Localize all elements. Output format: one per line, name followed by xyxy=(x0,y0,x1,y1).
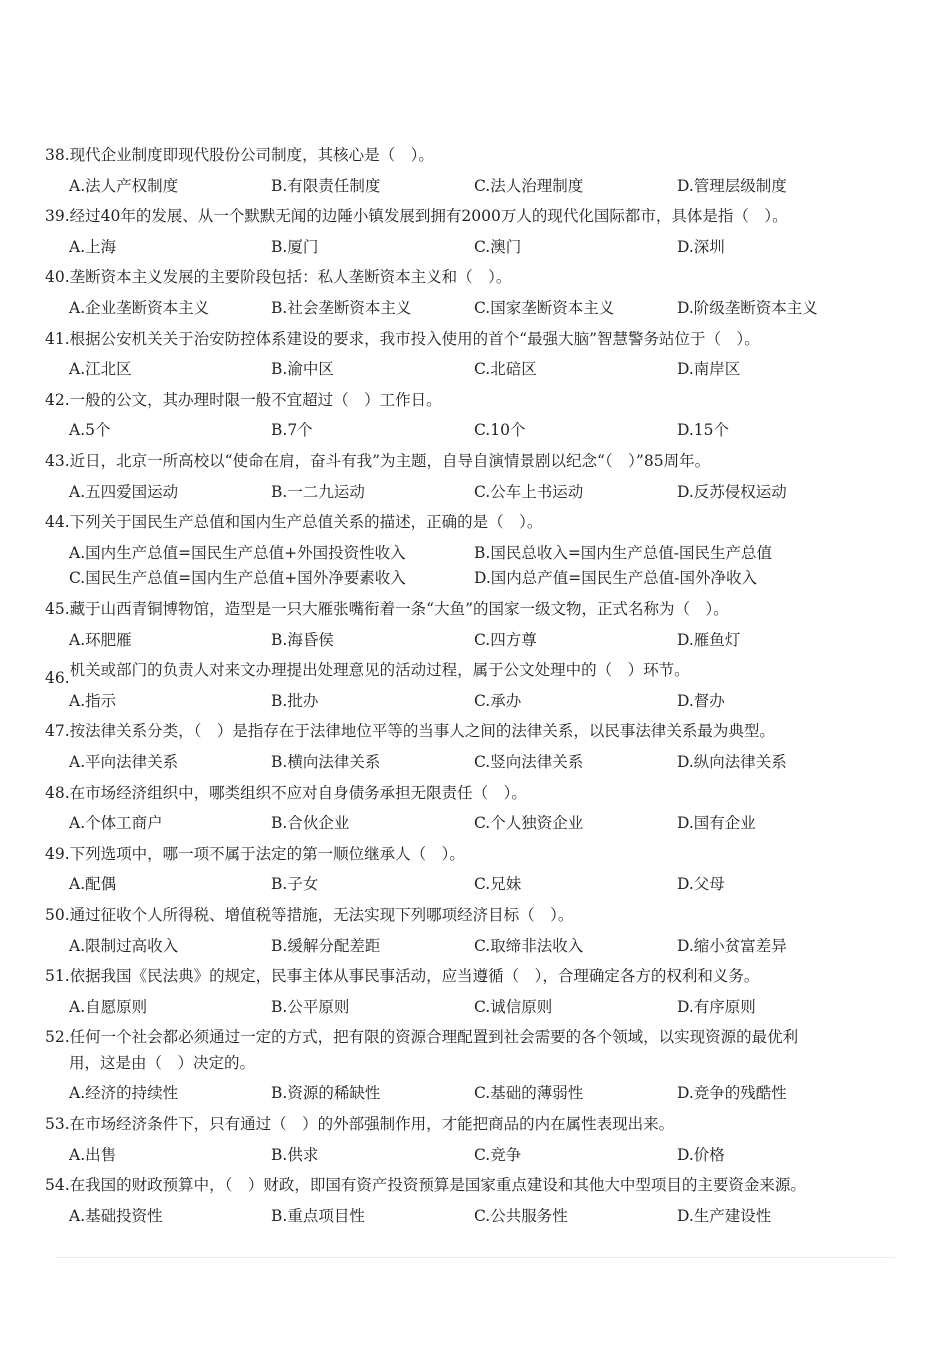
answer-option: A.5个 xyxy=(69,421,111,440)
question-text: 机关或部门的负责人对来文办理提出处理意见的活动过程，属于公文处理中的（ ）环节。 xyxy=(69,661,690,680)
question-stem xyxy=(45,512,542,532)
question-number: 38. xyxy=(45,146,70,164)
answer-option: A.基础投资性 xyxy=(69,1206,163,1225)
question-text-continued: 用，这是由（ ）决定的。 xyxy=(69,1053,256,1072)
answer-option: B.国民总收入=国内生产总值-国民生产总值 xyxy=(474,543,773,562)
answer-option: B.海昏侯 xyxy=(271,630,334,649)
question-text: 经过40年的发展、从一个默默无闻的边陲小镇发展到拥有2000万人的现代化国际都市，具体是指（ ）。 xyxy=(69,207,788,226)
answer-option: C.个人独资企业 xyxy=(474,814,584,833)
question-stem xyxy=(45,329,760,349)
answer-option: D.有序原则 xyxy=(677,997,756,1016)
question-number: 51. xyxy=(45,967,70,986)
question-number: 54. xyxy=(45,1176,70,1195)
page-divider xyxy=(55,1257,895,1258)
answer-option: A.个体工商户 xyxy=(69,814,163,833)
question-text: 任何一个社会都必须通过一定的方式，把有限的资源合理配置到社会需要的各个领域，以实现资源的最优利 xyxy=(69,1028,799,1047)
answer-option: D.纵向法律关系 xyxy=(677,752,787,771)
question-stem xyxy=(45,966,759,986)
question-number: 48. xyxy=(45,783,70,802)
question-stem xyxy=(45,660,690,688)
answer-option: C.竞争 xyxy=(474,1145,522,1164)
question-number: 47. xyxy=(45,722,70,741)
answer-option: A.企业垄断资本主义 xyxy=(69,299,210,317)
question-stem xyxy=(45,599,729,619)
answer-option: B.资源的稀缺性 xyxy=(271,1084,381,1103)
question-text: 藏于山西青铜博物馆，造型是一只大雁张嘴衔着一条“大鱼”的国家一级文物，正式名称为（ ）。 xyxy=(69,599,729,618)
answer-option: B.供求 xyxy=(271,1145,319,1164)
answer-option: C.四方尊 xyxy=(474,630,537,649)
question-number: 49. xyxy=(45,844,70,863)
answer-option: C.北碚区 xyxy=(474,360,537,379)
question-number: 42. xyxy=(45,390,70,409)
answer-option: A.平向法律关系 xyxy=(69,752,179,771)
question-number: 53. xyxy=(45,1115,70,1133)
question-text: 近日，北京一所高校以“使命在肩，奋斗有我”为主题，自导自演情景剧以纪念“（ ）”85周年。 xyxy=(69,452,711,470)
answer-option: D.国内总产值=国民生产总值-国外净收入 xyxy=(474,569,758,588)
question-text: 通过征收个人所得税、增值税等措施，无法实现下列哪项经济目标（ ）。 xyxy=(69,905,574,924)
answer-option: D.价格 xyxy=(677,1145,725,1164)
question-stem xyxy=(45,721,775,741)
answer-option: A.经济的持续性 xyxy=(69,1084,179,1103)
question-text: 下列关于国民生产总值和国内生产总值关系的描述，正确的是（ ）。 xyxy=(69,513,543,532)
answer-option: B.公平原则 xyxy=(271,997,350,1016)
answer-option: D.深圳 xyxy=(677,237,725,256)
answer-option: D.南岸区 xyxy=(677,360,741,379)
answer-option: A.配偶 xyxy=(69,875,117,894)
question-number: 46. xyxy=(45,669,70,688)
answer-option: D.反苏侵权运动 xyxy=(677,482,787,501)
question-text: 下列选项中，哪一项不属于法定的第一顺位继承人（ ）。 xyxy=(69,844,465,863)
answer-option: A.出售 xyxy=(69,1145,117,1164)
question-number: 41. xyxy=(45,329,70,348)
answer-option: D.阶级垄断资本主义 xyxy=(677,299,818,317)
answer-option: C.承办 xyxy=(474,691,522,710)
question-text: 垄断资本主义发展的主要阶段包括：私人垄断资本主义和（ ）。 xyxy=(69,268,512,287)
answer-option: D.雁鱼灯 xyxy=(677,630,741,649)
question-text: 在市场经济条件下，只有通过（ ）的外部强制作用，才能把商品的内在属性表现出来。 xyxy=(69,1115,675,1133)
answer-option: A.法人产权制度 xyxy=(69,176,179,195)
question-stem xyxy=(45,844,465,864)
answer-option: A.五四爱国运动 xyxy=(69,482,179,501)
question-number: 39. xyxy=(45,207,70,226)
answer-option: B.缓解分配差距 xyxy=(271,936,381,955)
answer-option: D.督办 xyxy=(677,691,725,710)
answer-option: C.诚信原则 xyxy=(474,997,553,1016)
answer-option: B.厦门 xyxy=(271,237,319,256)
answer-option: B.社会垄断资本主义 xyxy=(271,299,412,317)
question-number: 50. xyxy=(45,905,70,924)
answer-option: C.兄妹 xyxy=(474,875,522,894)
answer-option: C.公车上书运动 xyxy=(474,482,584,501)
answer-option: C.10个 xyxy=(474,421,526,440)
answer-option: D.竞争的残酷性 xyxy=(677,1084,787,1103)
answer-option: A.国内生产总值=国民生产总值+外国投资性收入 xyxy=(69,543,406,562)
question-stem xyxy=(45,206,788,226)
question-number: 40. xyxy=(45,268,70,287)
answer-option: C.法人治理制度 xyxy=(474,176,584,195)
question-number: 52. xyxy=(45,1028,70,1047)
answer-option: A.上海 xyxy=(69,237,117,256)
answer-option: B.渝中区 xyxy=(271,360,334,379)
answer-option: B.7个 xyxy=(271,421,313,440)
question-stem xyxy=(45,390,442,410)
answer-option: D.15个 xyxy=(677,421,730,440)
question-stem xyxy=(45,1114,674,1134)
answer-option: B.子女 xyxy=(271,875,319,894)
answer-option: A.自愿原则 xyxy=(69,997,148,1016)
answer-option: A.环肥雁 xyxy=(69,630,132,649)
answer-option: C.澳门 xyxy=(474,237,522,256)
question-stem xyxy=(45,145,434,165)
question-stem xyxy=(45,1027,798,1047)
answer-option: B.横向法律关系 xyxy=(271,752,381,771)
answer-option: B.批办 xyxy=(271,691,319,710)
answer-option: C.基础的薄弱性 xyxy=(474,1084,584,1103)
answer-option: C.取缔非法收入 xyxy=(474,936,584,955)
answer-option: B.重点项目性 xyxy=(271,1206,365,1225)
question-stem xyxy=(45,267,511,287)
question-stem xyxy=(45,451,710,471)
question-stem xyxy=(45,905,573,925)
answer-option: B.有限责任制度 xyxy=(271,176,381,195)
question-number: 43. xyxy=(45,452,70,470)
question-text: 在市场经济组织中，哪类组织不应对自身债务承担无限责任（ ）。 xyxy=(69,783,527,802)
answer-option: D.缩小贫富差异 xyxy=(677,936,787,955)
answer-option: B.合伙企业 xyxy=(271,814,350,833)
answer-option: C.国家垄断资本主义 xyxy=(474,299,615,317)
question-text: 根据公安机关关于治安防控体系建设的要求，我市投入使用的首个“最强大脑”智慧警务站位于（ ）。 xyxy=(69,329,760,348)
question-stem xyxy=(45,783,527,803)
answer-option: D.父母 xyxy=(677,875,725,894)
answer-option: A.指示 xyxy=(69,691,117,710)
answer-option: D.生产建设性 xyxy=(677,1206,772,1225)
question-text: 按法律关系分类，（ ）是指存在于法律地位平等的当事人之间的法律关系，以民事法律关系最为典型。 xyxy=(69,722,775,741)
answer-option: C.国民生产总值=国内生产总值+国外净要素收入 xyxy=(69,569,406,588)
answer-option: C.竖向法律关系 xyxy=(474,752,584,771)
question-number: 45. xyxy=(45,599,70,618)
answer-option: C.公共服务性 xyxy=(474,1206,568,1225)
question-number: 44. xyxy=(45,513,70,532)
question-text: 现代企业制度即现代股份公司制度，其核心是（ ）。 xyxy=(69,146,434,164)
question-stem xyxy=(45,1175,806,1195)
answer-option: D.管理层级制度 xyxy=(677,176,787,195)
answer-option: A.限制过高收入 xyxy=(69,936,179,955)
question-text: 依据我国《民法典》的规定，民事主体从事民事活动，应当遵循（ ），合理确定各方的权利和义务。 xyxy=(69,967,760,986)
answer-option: D.国有企业 xyxy=(677,814,756,833)
question-text: 在我国的财政预算中，（ ）财政，即国有资产投资预算是国家重点建设和其他大中型项目的主要资金来源。 xyxy=(69,1176,806,1195)
question-text: 一般的公文，其办理时限一般不宜超过（ ）工作日。 xyxy=(69,390,442,409)
answer-option: B.一二九运动 xyxy=(271,482,365,501)
answer-option: A.江北区 xyxy=(69,360,132,379)
